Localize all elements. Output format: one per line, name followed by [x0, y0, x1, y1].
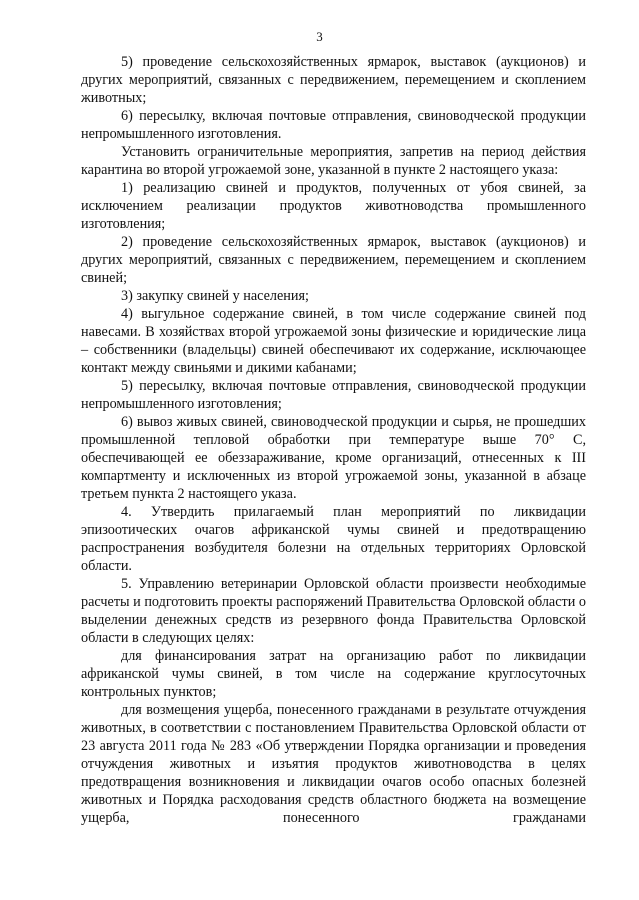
paragraph-item-3-purchase: 3) закупку свиней у населения;	[121, 288, 309, 304]
paragraph-item-4-keeping: 4) выгульное содержание свиней, в том числе содержание свиней под навесами. В хозяйствах второй угрожаемой зоны физические и юридические лица – собственники (владельцы) свиней обеспечивают их содержание, исключающее контакт между свиньями и дикими кабанами;	[81, 306, 586, 376]
paragraph-item-1-sale: 1) реализацию свиней и продуктов, полученных от убоя свиней, за исключением реализации продуктов животноводства промышленного изготовления;	[81, 180, 586, 232]
paragraph-financing: для финансирования затрат на организацию работ по ликвидации африканской чумы свиней, в том числе на содержание круглосуточных контрольных пунктов;	[81, 648, 586, 700]
paragraph-item-2-fairs-pigs: 2) проведение сельскохозяйственных ярмарок, выставок (аукционов) и других мероприятий, связанных с передвижением, перемещением и скоплением свиней;	[81, 234, 586, 286]
paragraph-item-5-fairs-animals: 5) проведение сельскохозяйственных ярмарок, выставок (аукционов) и других мероприятий, связанных с передвижением, перемещением и скоплением животных;	[81, 54, 586, 106]
paragraph-section-4-plan: 4. Утвердить прилагаемый план мероприятий по ликвидации эпизоотических очагов африканской чумы свиней и предотвращению распространения возбудителя болезни на отдельных территориях Орловской области.	[81, 504, 586, 574]
document-body	[81, 53, 586, 827]
paragraph-compensation: для возмещения ущерба, понесенного гражданами в результате отчуждения животных, в соответствии с постановлением Правительства Орловской области от 23 августа 2011 года № 283 «Об утверждении Порядка организации и проведения отчуждения животных и изъятия продуктов животноводства в целях предотвращения возникновения и ликвидации очагов особо опасных болезней животных и Порядка расходования средств областного бюджета на возмещение ущерба, понесенного гражданами	[81, 702, 586, 826]
paragraph-item-6-mail: 6) пересылку, включая почтовые отправления, свиноводческой продукции непромышленного изготовления.	[81, 108, 586, 142]
paragraph-item-5-mail: 5) пересылку, включая почтовые отправления, свиноводческой продукции непромышленного изготовления;	[81, 378, 586, 412]
paragraph-restrictions-second-zone: Установить ограничительные мероприятия, запретив на период действия карантина во второй угрожаемой зоне, указанной в пункте 2 настоящего указа:	[81, 144, 586, 178]
paragraph-item-6-export: 6) вывоз живых свиней, свиноводческой продукции и сырья, не прошедших промышленной тепловой обработки при температуре выше 70° С, обеспечивающей ее обеззараживание, кроме организаций, отнесенных к III компартменту и исключенных из второй угрожаемой зоны, указанной в абзаце третьем пункта 2 настоящего указа.	[81, 414, 586, 502]
page-number: 3	[316, 29, 323, 44]
paragraph-section-5-veterinary: 5. Управлению ветеринарии Орловской области произвести необходимые расчеты и подготовить проекты распоряжений Правительства Орловской области о выделении денежных средств из резервного фонда Правительства Орловской области в следующих целях:	[81, 576, 586, 646]
